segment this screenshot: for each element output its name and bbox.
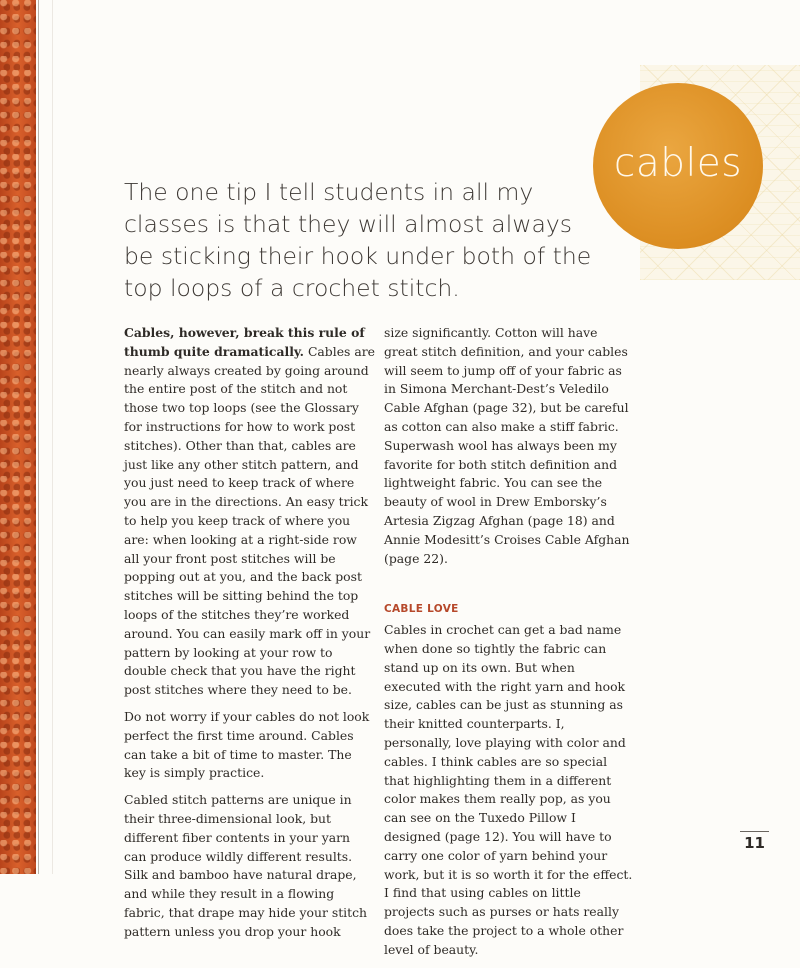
page-number: 11: [744, 834, 765, 852]
lead-sentence: Cables, however, break this rule of thumb quite dramatically.: [124, 325, 365, 359]
section-badge: [593, 83, 763, 249]
left-paragraph-1-body: Cables are nearly always created by going around the entire post of the stitch and not those two top loops (see the Glossary for instructions for how to work post stitches). Other than that, cables are just like any other stitch pattern, and you just need to keep track of where you are in the directions. An easy trick to help you keep track of where you are: when looking at a right-side row all your front post stitches will be popping out at you, and the back post stitches will be sitting behind the top loops of the stitches they’re worked around. You can easily mark off in your pattern by looking at your row to double check that you have the right post stitches where they need to be.: [124, 343, 375, 698]
pull-quote: The one tip I tell students in all my classes is that they will almost always be sticking their hook under both of the top loops of a crochet stitch.: [124, 178, 592, 302]
margin-rule: [38, 0, 39, 874]
right-paragraph-1: size significantly. Cotton will have great stitch definition, and your cables will seem to jump off of your fabric as in Simona Merchant-Dest’s Veledilo Cable Afghan (page 32), but be careful as cotton can also make a stiff fabric. Superwash wool has always been my favorite for both stitch definition and lightweight fabric. You can see the beauty of wool in Drew Emborsky’s Artesia Zigzag Afghan (page 18) and Annie Modesitt’s Croises Cable Afghan (page 22).: [384, 325, 630, 566]
left-paragraph-1: [124, 324, 376, 700]
right-column: [384, 324, 634, 968]
crochet-fabric-edge-image: [0, 0, 36, 874]
section-badge-label: cables: [613, 140, 743, 186]
left-paragraph-3: Cabled stitch patterns are unique in their three-dimensional look, but different fiber contents in your yarn can produce wildly different results. Silk and bamboo have natural drape, and while they result in a flowing fabric, that drape may hide your stitch pattern unless you drop your hook: [124, 792, 368, 939]
margin-rule-light: [52, 0, 53, 874]
left-column: [124, 324, 376, 950]
right-paragraph-2: Cables in crochet can get a bad name when done so tightly the fabric can stand up on its own. But when executed with the right yarn and hook size, cables can be just as stunning as their knitted counterparts. I, personally, love playing with color and cables. I think cables are so special that highlighting them in a different color makes them really pop, as you can see on the Tuxedo Pillow I designed (page 12). You will have to carry one color of yarn behind your work, but it is so worth it for the effect. I find that using cables on little projects such as purses or hats really does take the project to a whole other level of beauty.: [384, 622, 633, 957]
cable-love-heading: CABLE LOVE: [384, 603, 459, 616]
left-paragraph-2: Do not worry if your cables do not look perfect the first time around. Cables can take a bit of time to master. The key is simply practice.: [124, 708, 370, 781]
page-number-rule: [740, 831, 769, 832]
